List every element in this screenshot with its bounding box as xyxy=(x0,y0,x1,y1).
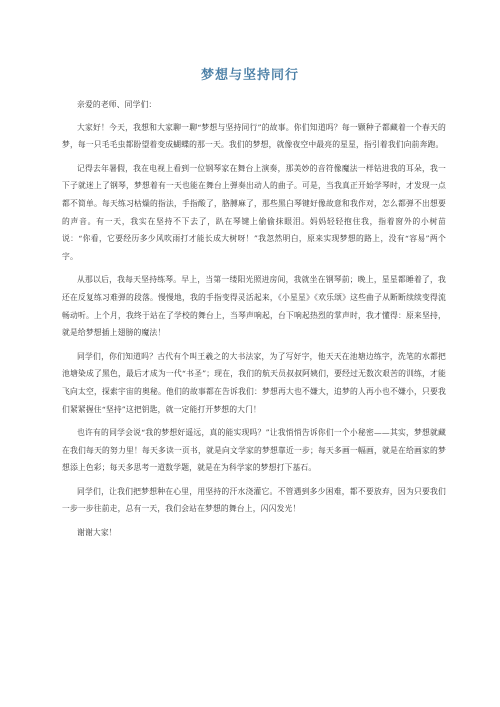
speech-body xyxy=(62,96,446,548)
page-title: 梦想与坚持同行 xyxy=(200,68,299,83)
closing: 谢谢大家！ xyxy=(77,528,117,538)
paragraph-2: 记得去年暑假，我在电视上看到一位钢琴家在舞台上演奏，那美妙的音符像魔法一样钻进我的耳朵，我一下子就迷上了钢琴，梦想着有一天也能在舞台上弹奏出动人的曲子。可是，当我真正开始学琴时，才发现一点都不简单。每天练习枯燥的指法，手指酸了，胳膊麻了，那些黑白琴键好像故意和我作对，怎么都弹不出想要的声音。有一天，我实在坚持不下去了，趴在琴键上偷偷抹眼泪。妈妈轻轻抱住我，指着窗外的小树苗说：“你看，它要经历多少风吹雨打才能长成大树呀！”我忽然明白，原来实现梦想的路上，没有“容易”两个字。 xyxy=(62,163,446,261)
paragraph-5: 也许有的同学会说“我的梦想好遥远，真的能实现吗？”让我悄悄告诉你们一个小秘密——其实，梦想就藏在我们每天的努力里！每天多读一页书，就是向文学家的梦想靠近一步；每天多画一幅画，就是在给画家的梦想添上色彩；每天多思考一道数学题，就是在为科学家的梦想打下基石。 xyxy=(62,428,446,473)
paragraph-4: 同学们，你们知道吗？古代有个叫王羲之的大书法家，为了写好字，他天天在池塘边练字，洗笔的水都把池塘染成了黑色，最后才成为一代“书圣”；现在，我们的航天员叔叔阿姨们，要经过无数次艰苦的训练，才能飞向太空，探索宇宙的奥秘。他们的故事都在告诉我们：梦想再大也不嫌大，追梦的人再小也不嫌小，只要我们紧紧握住“坚持”这把钥匙，就一定能打开梦想的大门！ xyxy=(62,351,446,414)
salutation: 亲爱的老师、同学们： xyxy=(77,100,157,109)
paragraph-3: 从那以后，我每天坚持练琴。早上，当第一缕阳光照进房间，我就坐在钢琴前；晚上，星星都睡着了，我还在反复练习难弹的段落。慢慢地，我的手指变得灵活起来，《小星星》《欢乐颂》这些曲子从断断续续变得流畅动听。上个月，我终于站在了学校的舞台上，当琴声响起，台下响起热烈的掌声时，我才懂得：原来坚持，就是给梦想插上翅膀的魔法！ xyxy=(62,275,446,338)
paragraph-6: 同学们，让我们把梦想种在心里，用坚持的汗水浇灌它。不管遇到多少困难，都不要放弃，因为只要我们一步一步往前走，总有一天，我们会站在梦想的舞台上，闪闪发光！ xyxy=(62,486,446,514)
paragraph-1: 大家好！今天，我想和大家聊一聊“梦想与坚持同行”的故事。你们知道吗？每一颗种子都藏着一个春天的梦，每一只毛毛虫都盼望着变成蝴蝶的那一天。我们的梦想，就像夜空中最亮的星星，指引着我们向前奔跑。 xyxy=(62,122,446,150)
